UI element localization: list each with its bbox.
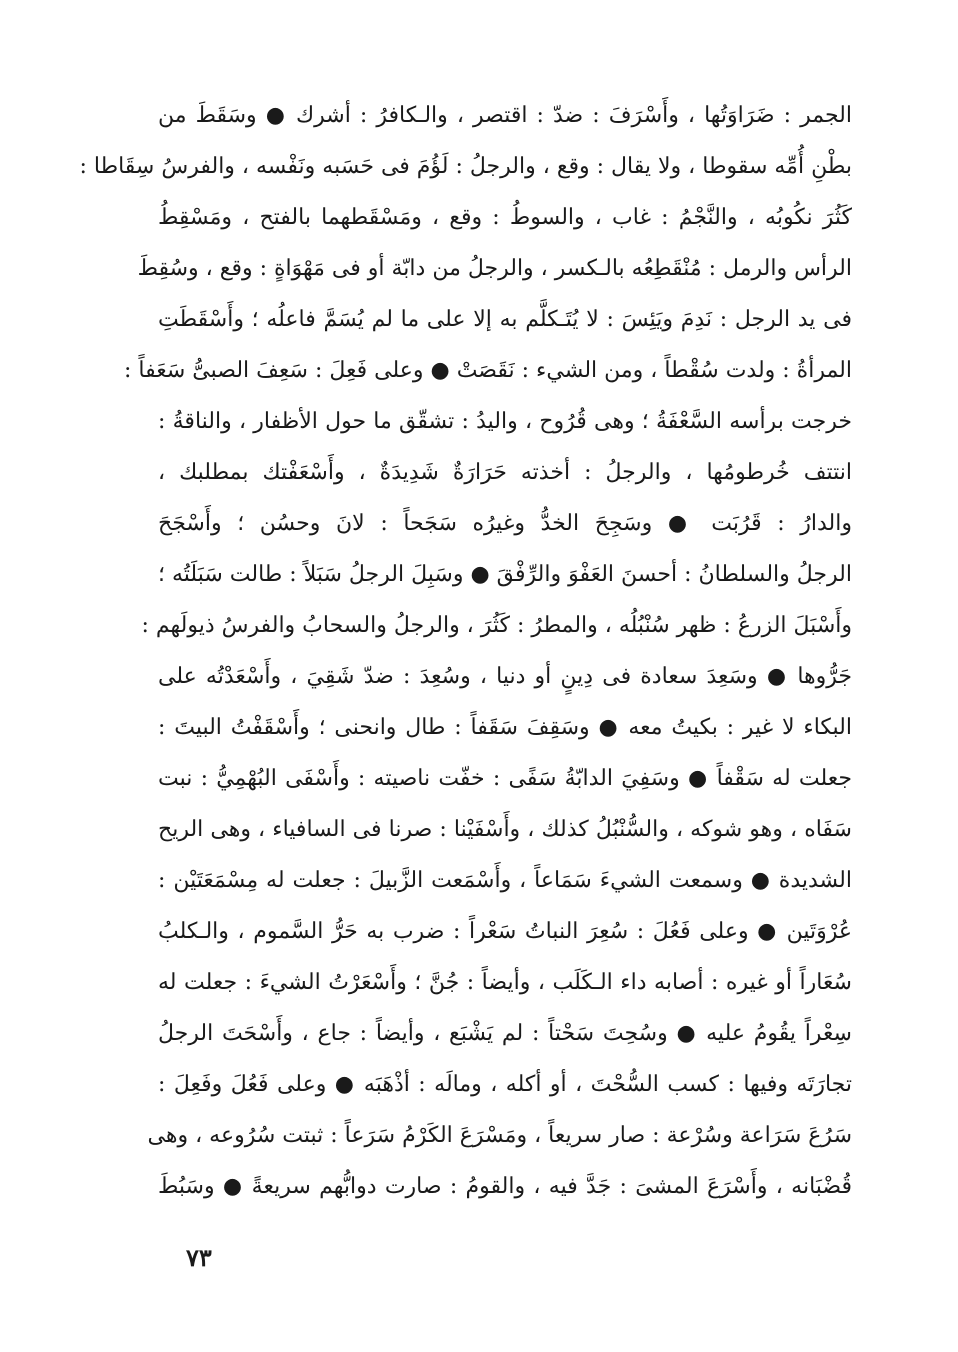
text-line: عُرْوَتَين ● وعلى فَعُلَ : سُعِرَ النباتُ سَعْراً : ضرب به حَرُّ السَّموم ، والـكلبُ — [158, 919, 852, 944]
text-line: والدارُ : قَرُبَت ● وسَجِحَ الخدُّ وغيرُه سَجَحاً : لانَ وحسُن ؛ وأَسْجَحَ — [158, 511, 852, 536]
text-line: المرأةُ : ولدت سُقْطاً ، ومن الشيء : نَقَصَتْ ● وعلى فَعِلَ : سَعِفَ الصبىُّ سَعَفاً : — [124, 358, 852, 383]
text-line: انتتف خُرطومُها ، والرجلُ : أخذته حَرَارَةٌ شَدِيدَةٌ ، وأَسْعَفْتك بمطلبك ، — [158, 460, 852, 485]
text-line: سَفَاه ، وهو شوكه ، والسُّنْبُلُ كذلك ، وأَسْفَيْنا : صرنا فى السافياء ، وهى الريح — [158, 817, 852, 842]
text-line: خرجت برأسه السَّعْفَةُ ؛ وهى قُرُوح ، واليدُ : تشقّق ما حول الأظفار ، والناقةُ : — [158, 409, 852, 434]
text-line: كَثُرَ نكُوبُه ، والنَّجْمُ : غاب ، والسوطُ : وقع ، ومَسْقَطهما بالفتح ، ومَسْقِطُ — [158, 205, 852, 230]
text-line: قُضْبَانه ، وأَسْرَعَ المشىَ : جَدَّ فيه ، والقومُ : صارت دوابُّهم سريعةً ● وسَبُطَ — [158, 1174, 852, 1199]
text-line: البكاء لا غير : بكيتُ معه ● وسَقِفَ سَقَفاً : طال وانحنى ؛ وأَسْقَفْتُ البيتَ : — [158, 715, 852, 740]
text-line: الرجلُ والسلطانُ : أحسنَ العَفْوَ والرِّفْقَ ● وسَبِلَ الرجلُ سَبَلاً : طالت سَبَلَتُه ؛ — [158, 562, 852, 587]
text-line: بطْنِ أُمِّه سقوطا ، ولا يقال : وقع ، والرجلُ : لَؤُمَ فى حَسَبه ونَفْسه ، والفرسُ سِقَاطا : — [79, 154, 852, 179]
text-line: الرأس والرمل : مُنْقَطِعُه بالـكسر ، والرجلُ من دابّة أو فى مَهْوَاةٍ : وقع ، وسُقِطَ — [137, 256, 852, 281]
text-line: تجارَتَه وفيها : كسب السُّحْتَ ، أو أكله ، ومالَه : أذْهَبَه ● وعلى فَعُلَ وفَعِلَ : — [158, 1072, 852, 1097]
text-line: جَرُّوها ● وسَعِدَ سعادة فى دِينٍ أو دنيا ، وسُعِدَ : ضدّ شَقِيَ ، وأَسْعَدْتُه على — [158, 664, 852, 689]
body-text — [79, 90, 852, 1212]
text-line: الشديدة ● وسمعت الشيءَ سَمَاعاً ، وأَسْمَعت الزَّبيلَ : جعلت له مِسْمَعَتَيْن : — [158, 868, 852, 893]
text-line: وأَسْبَلَ الزرعُ : ظهر سُنْبُلُه ، والمطرُ : كَثُرَ ، والرجلُ والسحابُ والفرسُ ذيولَهم : — [141, 613, 852, 638]
text-line: سَرُعَ سَرَاعة وسُرْعة : صار سريعاً ، ومَسْرَعَ الكَرْمُ سَرَعاً : ثبتت سُرُوعه ، وهى — [147, 1123, 852, 1148]
text-line: فى يد الرجل : نَدِمَ ويَئِسَ : لا يُتَـكلَّم به إلا على ما لم يُسَمَّ فاعلُه ؛ وأَسْقَطَتِ — [158, 307, 852, 332]
text-line: سُعَاراً أو غيره : أصابه داء الـكَلَب ، وأيضاً : جُنَّ ؛ وأَسْعَرْتُ الشيءَ : جعلت له — [158, 970, 852, 995]
page-number: ٧٣ — [186, 1243, 212, 1272]
text-line: سِعْراً يقُومُ عليه ● وسُحِتَ سَحْتاً : لم يَشْبَع ، وأيضاً : جاع ، وأَسْحَتَ الرجلُ — [158, 1021, 852, 1046]
text-line: جعلت له سَقْفاً ● وسَفِيَ الدابّةُ سَفًى : خفّت ناصيته : وأَسْفَى البُهْمِيُّ : نبت — [158, 766, 852, 791]
text-line: الجمر : ضَرَاوَتُها ، وأَسْرَفَ : ضدّ : اقتصر ، والـكافرُ : أشرك ● وسَقَطَ من — [158, 103, 852, 128]
